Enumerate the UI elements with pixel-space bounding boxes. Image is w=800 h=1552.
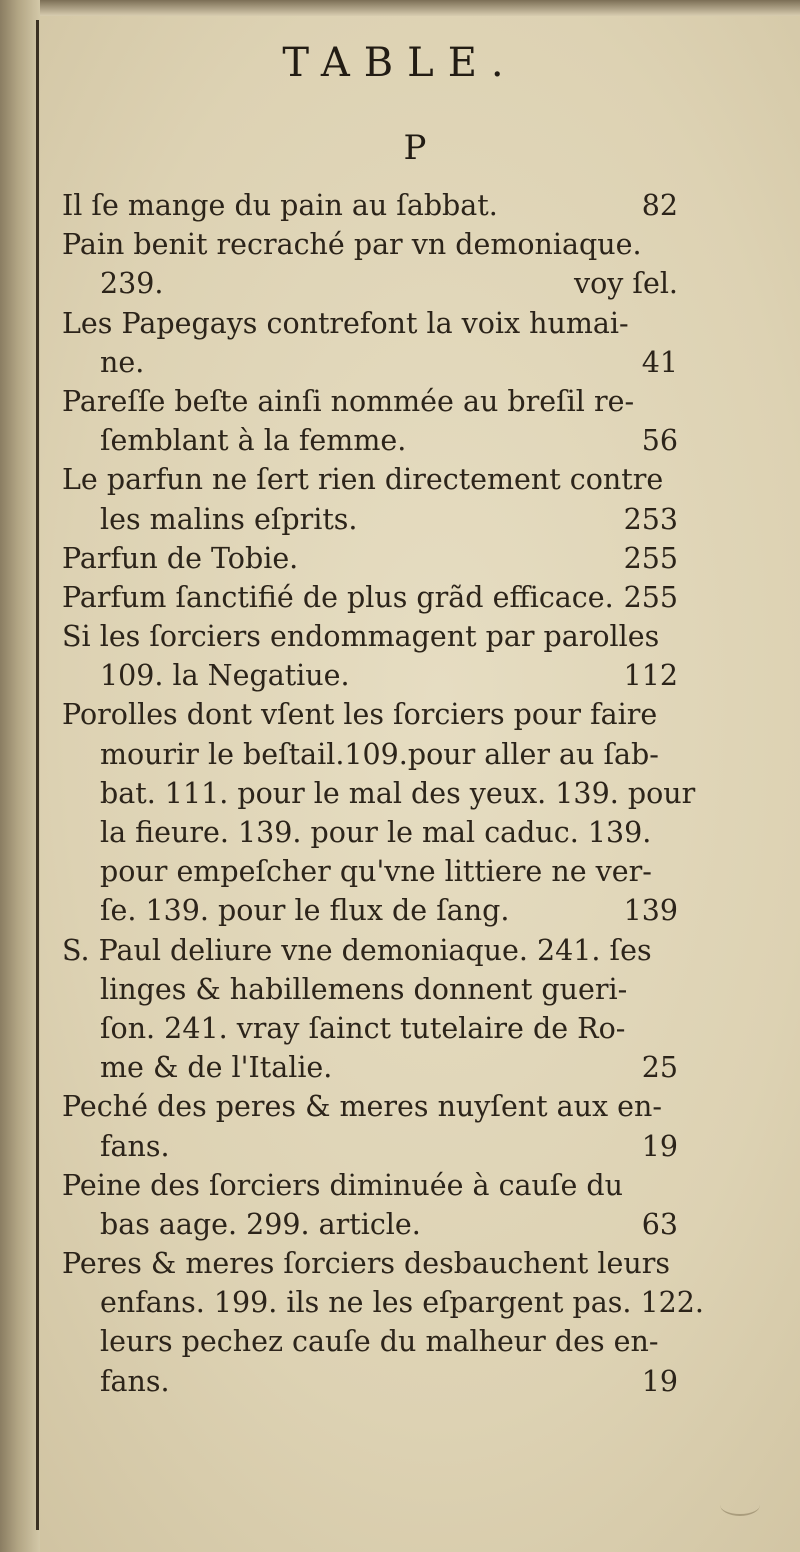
index-line xyxy=(62,460,678,499)
index-line xyxy=(62,1048,678,1087)
index-line-text: Si les ſorciers endommagent par parolles xyxy=(62,620,660,654)
index-line-text: bas aage. 299. article. xyxy=(100,1207,421,1241)
index-line xyxy=(62,891,678,930)
running-header: TABLE. xyxy=(282,40,518,86)
index-line xyxy=(62,774,696,813)
page-reference: 255 xyxy=(623,580,678,614)
index-line xyxy=(62,813,678,852)
index-line-text: 109. la Negatiue. xyxy=(100,659,350,693)
index-line xyxy=(62,382,678,421)
index-line-text: ne. xyxy=(100,345,145,379)
index-line xyxy=(62,970,678,1009)
index-line-text: S. Paul deliure vne demoniaque. 241. ſes xyxy=(62,933,652,967)
index-line-text: Parfum ſanctifié de plus grãd efficace. xyxy=(62,580,614,614)
section-letter: P xyxy=(403,128,427,168)
index-line xyxy=(62,735,678,774)
index-line xyxy=(62,852,678,891)
binding-line xyxy=(36,20,39,1530)
index-line xyxy=(62,656,678,695)
index-line-text: Parfun de Tobie. xyxy=(62,541,299,575)
page-reference: 255 xyxy=(623,541,678,575)
page-reference: 63 xyxy=(641,1207,678,1241)
page-stain xyxy=(720,1494,760,1516)
index-line-text: Peché des peres & meres nuyſent aux en- xyxy=(62,1090,663,1124)
index-line-text: me & de l'Italie. xyxy=(100,1051,333,1085)
index-line-text: Peine des ſorciers diminuée à cauſe du xyxy=(62,1168,623,1202)
index-line xyxy=(62,500,678,539)
index-line xyxy=(62,1283,704,1322)
page-reference: 25 xyxy=(641,1051,678,1085)
index-line-text: Peres & meres ſorciers desbauchent leurs xyxy=(62,1247,670,1281)
index-line xyxy=(62,695,678,734)
index-line xyxy=(62,578,678,617)
page-reference: 253 xyxy=(623,502,678,536)
index-line xyxy=(62,1322,678,1361)
index-line-text: Les Papegays contrefont la voix humai- xyxy=(62,306,629,340)
index-line xyxy=(62,1127,678,1166)
binding-gutter xyxy=(0,0,40,1552)
index-entries xyxy=(62,186,704,1401)
index-line xyxy=(62,343,678,382)
index-line-text: ſe. 139. pour le flux de ſang. xyxy=(100,894,510,928)
index-line xyxy=(62,421,678,460)
index-line xyxy=(62,931,678,970)
index-line xyxy=(62,1362,678,1401)
index-line-text: fans. xyxy=(100,1364,170,1398)
index-line xyxy=(62,1009,678,1048)
page-reference: 19 xyxy=(641,1364,678,1398)
index-line xyxy=(62,264,678,303)
index-line-text: linges & habillemens donnent gueri- xyxy=(100,972,628,1006)
index-line xyxy=(62,1087,678,1126)
index-line-text: enfans. 199. ils ne les eſpargent pas. 122. xyxy=(100,1286,704,1320)
page-reference: 19 xyxy=(641,1129,678,1163)
index-line xyxy=(62,1166,678,1205)
page-reference: 82 xyxy=(641,189,678,222)
page-reference: 112 xyxy=(623,659,678,693)
index-line-text: pour empeſcher qu'vne littiere ne ver- xyxy=(100,855,652,889)
page-reference: 139 xyxy=(623,894,678,928)
index-line-text: mourir le beſtail.109.pour aller au ſab- xyxy=(100,737,659,771)
index-line xyxy=(62,1244,678,1283)
index-line-text: bat. 111. pour le mal des yeux. 139. pour xyxy=(100,776,696,810)
index-line-text: ſon. 241. vray ſainct tutelaire de Ro- xyxy=(100,1011,626,1045)
index-line xyxy=(62,617,678,656)
page-reference: 41 xyxy=(641,345,678,379)
index-line xyxy=(62,225,678,264)
index-line-text: 239. xyxy=(100,267,164,301)
index-line-text: la fieure. 139. pour le mal caduc. 139. xyxy=(100,816,652,849)
index-line-text: leurs pechez cauſe du malheur des en- xyxy=(100,1325,659,1359)
index-line-text: Il ſe mange du pain au ſabbat. xyxy=(62,189,498,222)
page-reference: voy ſel. xyxy=(573,267,678,301)
page-top-edge xyxy=(0,0,800,16)
index-line xyxy=(62,304,678,343)
index-line-text: Porolles dont vſent les ſorciers pour faire xyxy=(62,698,658,732)
index-line-text: Pain benit recraché par vn demoniaque. xyxy=(62,228,642,262)
index-line xyxy=(62,1205,678,1244)
page-reference: 56 xyxy=(641,424,678,458)
index-line-text: les malins eſprits. xyxy=(100,502,358,536)
index-line-text: Pareſſe beſte ainſi nommée au breſil re- xyxy=(62,384,635,418)
index-line xyxy=(62,186,678,225)
index-line xyxy=(62,539,678,578)
index-line-text: Le parfun ne ſert rien directement contre xyxy=(62,463,664,497)
index-line-text: ſemblant à la femme. xyxy=(100,424,407,458)
index-line-text: fans. xyxy=(100,1129,170,1163)
